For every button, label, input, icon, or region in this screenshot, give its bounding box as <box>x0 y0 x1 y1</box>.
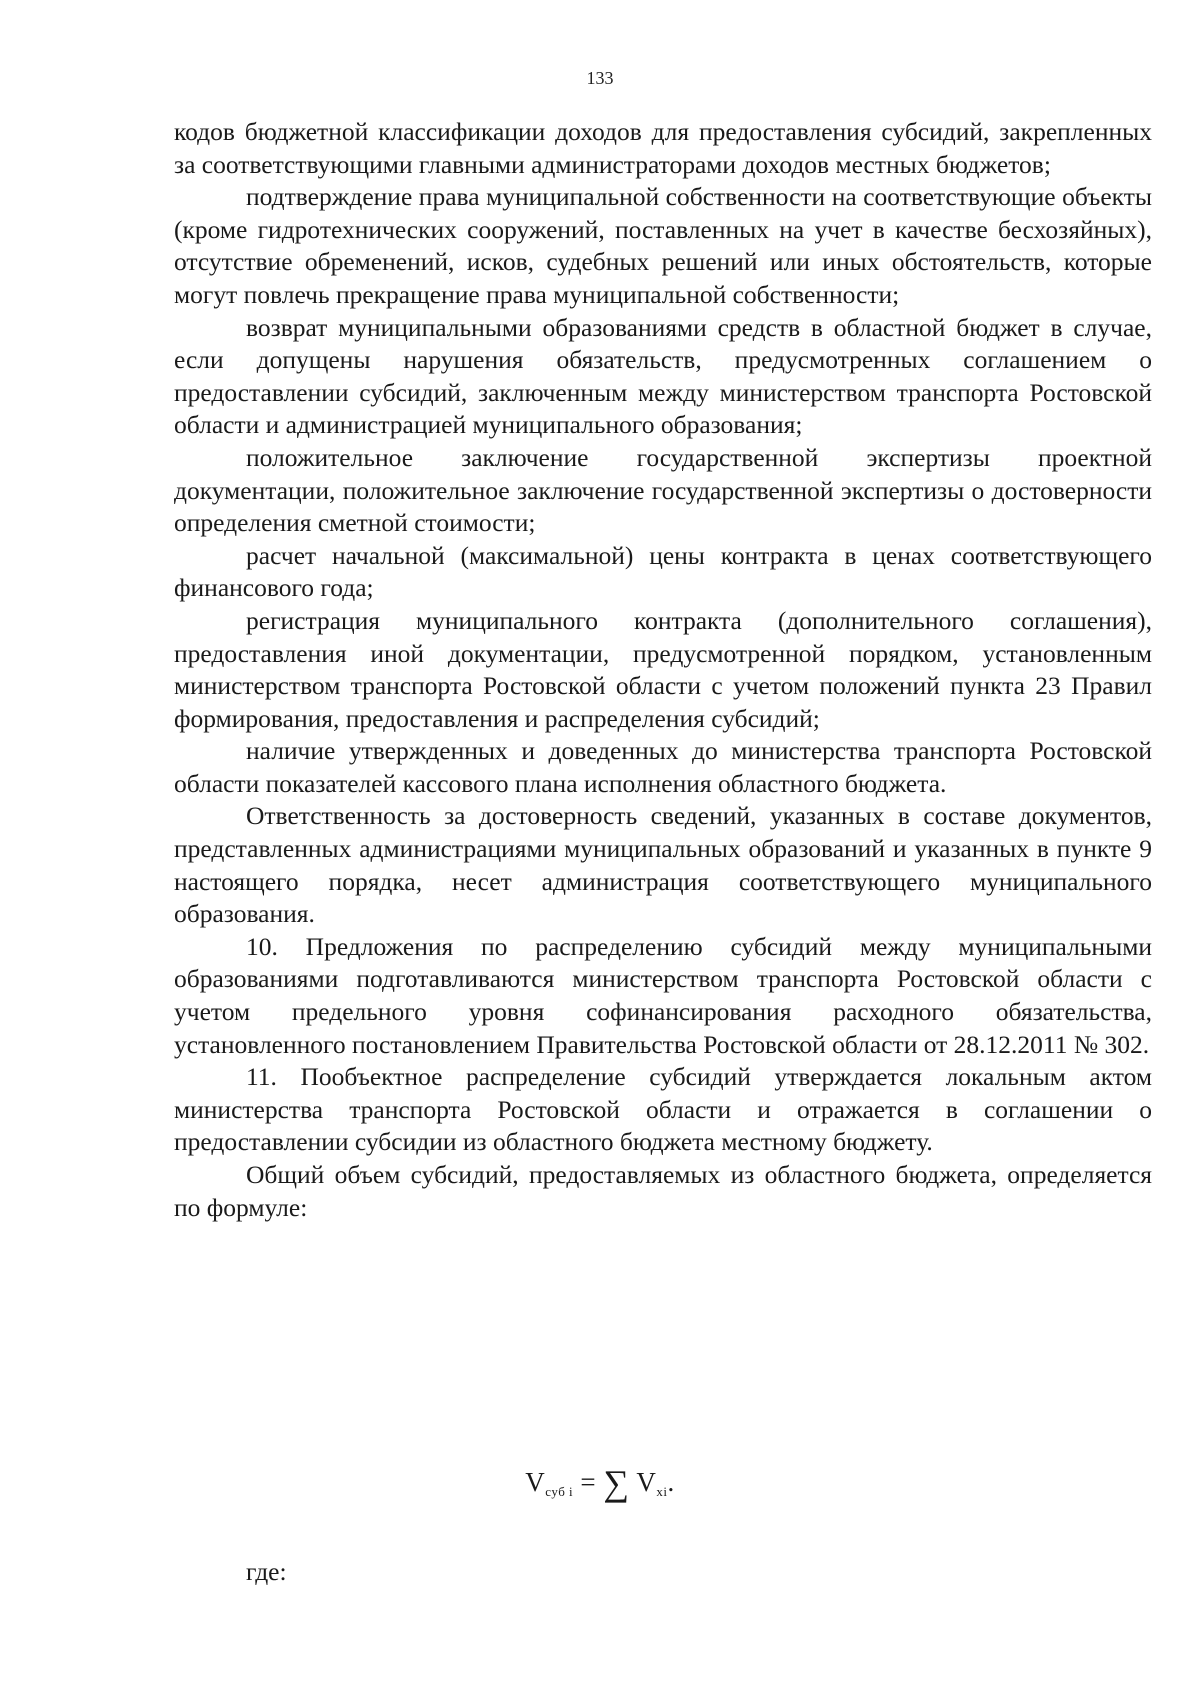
formula-equals: = <box>580 1467 597 1497</box>
paragraph: возврат муниципальными образованиями средств в областной бюджет в случае, если допущены нарушения обязательств, предусмотренных соглашением о предоставлении субсидий, заключенным между министерством транспорта Ростовской области и администрацией муниципального образования; <box>174 312 1152 440</box>
paragraph-item-11: 11. Пообъектное распределение субсидий утверждается локальным актом министерства транспорта Ростовской области и отражается в соглашении о предоставлении субсидии из областного бюджета местному бюджету. <box>174 1062 1152 1157</box>
formula-lhs-subscript: суб i <box>545 1484 574 1499</box>
paragraph: наличие утвержденных и доведенных до министерства транспорта Ростовской области показателей кассового плана исполнения областного бюджета. <box>174 736 1152 798</box>
paragraph: кодов бюджетной классификации доходов для предоставления субсидий, закрепленных за соответствующими главными администраторами доходов местных бюджетов; <box>174 117 1152 179</box>
document-body <box>174 116 1152 1224</box>
paragraph: регистрация муниципального контракта (дополнительного соглашения), предоставления иной документации, предусмотренной порядком, установленным министерством транспорта Ростовской области с учетом положений пункта 23 Правил формирования, предоставления и распределения субсидий; <box>174 605 1152 733</box>
paragraph: Ответственность за достоверность сведений, указанных в составе документов, представленных администрациями муниципальных образований и указанных в пункте 9 настоящего порядка, несет администрация соответствующего муниципального образования. <box>174 801 1152 929</box>
formula-end: . <box>667 1467 675 1497</box>
paragraph: расчет начальной (максимальной) цены контракта в ценах соответствующего финансового года; <box>174 540 1152 603</box>
formula-lhs: V <box>525 1467 546 1497</box>
paragraph-item-10: 10. Предложения по распределению субсидий между муниципальными образованиями подготавливаются министерством транспорта Ростовской области с учетом предельного уровня софинансирования расходного обязательства, установленного постановлением Правительства Ростовской области от 28.12.2011 № 302. <box>174 931 1152 1059</box>
page-number: 133 <box>586 68 614 88</box>
formula-rhs: V <box>636 1467 657 1497</box>
formula <box>0 1462 1200 1504</box>
formula-rhs-subscript: xi <box>656 1484 668 1499</box>
paragraph: Общий объем субсидий, предоставляемых из областного бюджета, определяется по формуле: <box>174 1160 1152 1222</box>
where-label: где: <box>246 1557 287 1586</box>
sum-symbol: ∑ <box>603 1463 630 1503</box>
paragraph: подтверждение права муниципальной собственности на соответствующие объекты (кроме гидротехнических сооружений, поставленных на учет в качестве бесхозяйных), отсутствие обременений, исков, судебных решений или иных обстоятельств, которые могут повлечь прекращение права муниципальной собственности; <box>174 182 1152 309</box>
paragraph: положительное заключение государственной экспертизы проектной документации, положительное заключение государственной экспертизы о достоверности определения сметной стоимости; <box>174 442 1152 538</box>
